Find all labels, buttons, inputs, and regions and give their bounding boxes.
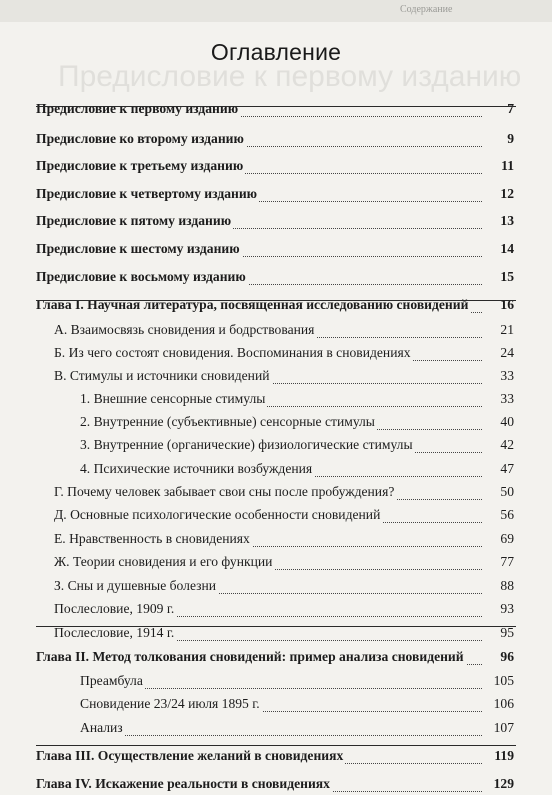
toc-entry-page: 7: [482, 98, 514, 120]
toc-entry-title: Послесловие, 1909 г.: [54, 598, 176, 620]
toc-entry[interactable]: [0, 128, 552, 150]
toc-entry-title: Предисловие к первому изданию: [36, 98, 240, 120]
toc-entry-title: Предисловие ко второму изданию: [36, 128, 246, 150]
toc-entry-title: В. Стимулы и источники сновидений: [54, 365, 272, 387]
toc-entry-page: 129: [482, 773, 514, 795]
toc-entry-title: Предисловие к третьему изданию: [36, 155, 245, 177]
toc-entry-page: 69: [482, 528, 514, 550]
toc-entry[interactable]: [0, 717, 552, 739]
toc-entry-title: 4. Психические источники возбуждения: [80, 458, 314, 480]
toc-entry-title: З. Сны и душевные болезни: [54, 575, 218, 597]
toc-entry[interactable]: [0, 745, 552, 767]
toc-entry-page: 15: [482, 266, 514, 288]
section-rule: [36, 745, 516, 746]
toc-entry[interactable]: [0, 319, 552, 341]
toc-entry-page: 96: [482, 646, 514, 668]
running-head-bar: [0, 0, 552, 22]
toc-entry-page: 16: [482, 294, 514, 316]
toc-entry-page: 50: [482, 481, 514, 503]
toc-entry[interactable]: [0, 210, 552, 232]
toc-entry-title: Ж. Теории сновидения и его функции: [54, 551, 274, 573]
section-rule: [36, 626, 516, 627]
toc-entry-title: Предисловие к шестому изданию: [36, 238, 242, 260]
toc-entry[interactable]: [0, 598, 552, 620]
toc-entry[interactable]: [0, 183, 552, 205]
toc-entry-title: Е. Нравственность в сновидениях: [54, 528, 252, 550]
toc-entry-title: Глава I. Научная литература, посвященная исследованию сновидений: [36, 294, 470, 316]
toc-entry[interactable]: [0, 342, 552, 364]
toc-entry-title: Послесловие, 1914 г.: [54, 622, 176, 644]
toc-entry-title: 1. Внешние сенсорные стимулы: [80, 388, 267, 410]
toc-entry[interactable]: [0, 481, 552, 503]
toc-entry-page: 119: [482, 745, 514, 767]
toc-entry-page: 13: [482, 210, 514, 232]
toc-entry-title: 2. Внутренние (субъективные) сенсорные стимулы: [80, 411, 377, 433]
toc-entry[interactable]: [0, 411, 552, 433]
dot-leader: [80, 734, 512, 736]
toc-entry-title: Глава II. Метод толкования сновидений: пример анализа сновидений: [36, 646, 466, 668]
toc-entry[interactable]: [0, 693, 552, 715]
toc-entry-title: Глава IV. Искажение реальности в сновидениях: [36, 773, 332, 795]
toc-entry[interactable]: [0, 528, 552, 550]
toc-entry-page: 33: [482, 388, 514, 410]
toc-entry-page: 42: [482, 434, 514, 456]
running-head: Содержание: [400, 4, 453, 15]
toc-entry[interactable]: [0, 551, 552, 573]
bleed-through-watermark: Предисловие к первому изданию: [58, 60, 522, 93]
toc-entry[interactable]: [0, 294, 552, 316]
toc-entry-page: 107: [482, 717, 514, 739]
toc-entry-title: Глава III. Осуществление желаний в сновидениях: [36, 745, 345, 767]
toc-entry-page: 33: [482, 365, 514, 387]
toc-entry-page: 88: [482, 575, 514, 597]
toc-entry-page: 12: [482, 183, 514, 205]
toc-entry[interactable]: [0, 670, 552, 692]
toc-entry[interactable]: [0, 575, 552, 597]
toc-entry[interactable]: [0, 646, 552, 668]
toc-entry-page: 106: [482, 693, 514, 715]
toc-entry-page: 24: [482, 342, 514, 364]
toc-entry-page: 95: [482, 622, 514, 644]
toc-entry[interactable]: [0, 266, 552, 288]
toc-entry[interactable]: [0, 98, 552, 120]
toc-entry-page: 77: [482, 551, 514, 573]
toc-entry-page: 14: [482, 238, 514, 260]
toc-entry-title: Сновидение 23/24 июля 1895 г.: [80, 693, 262, 715]
toc-entry-title: Б. Из чего состоят сновидения. Воспоминания в сновидениях: [54, 342, 413, 364]
toc-entry[interactable]: [0, 388, 552, 410]
toc-entry-title: Преамбула: [80, 670, 145, 692]
toc-entry[interactable]: [0, 238, 552, 260]
toc-entry-page: 9: [482, 128, 514, 150]
toc-entry-page: 56: [482, 504, 514, 526]
toc-entry-title: Предисловие к восьмому изданию: [36, 266, 248, 288]
toc-entry[interactable]: [0, 365, 552, 387]
toc-entry[interactable]: [0, 155, 552, 177]
toc-entry-page: 21: [482, 319, 514, 341]
toc-entry-title: Предисловие к четвертому изданию: [36, 183, 259, 205]
toc-entry-title: 3. Внутренние (органические) физиологические стимулы: [80, 434, 415, 456]
toc-entry-page: 93: [482, 598, 514, 620]
toc-entry[interactable]: [0, 434, 552, 456]
toc-entry-page: 47: [482, 458, 514, 480]
toc-entry-page: 11: [482, 155, 514, 177]
page-title: Оглавление: [210, 39, 342, 66]
toc-entry-title: Анализ: [80, 717, 125, 739]
toc-entry[interactable]: [0, 458, 552, 480]
toc-entry-page: 40: [482, 411, 514, 433]
toc-entry-page: 105: [482, 670, 514, 692]
section-rule: [36, 106, 516, 107]
toc-entry-title: Г. Почему человек забывает свои сны после пробуждения?: [54, 481, 396, 503]
toc-entry-title: Предисловие к пятому изданию: [36, 210, 233, 232]
section-rule: [36, 300, 516, 301]
toc-entry-title: Д. Основные психологические особенности сновидений: [54, 504, 382, 526]
toc-entry[interactable]: [0, 504, 552, 526]
toc-entry-title: А. Взаимосвязь сновидения и бодрствования: [54, 319, 316, 341]
